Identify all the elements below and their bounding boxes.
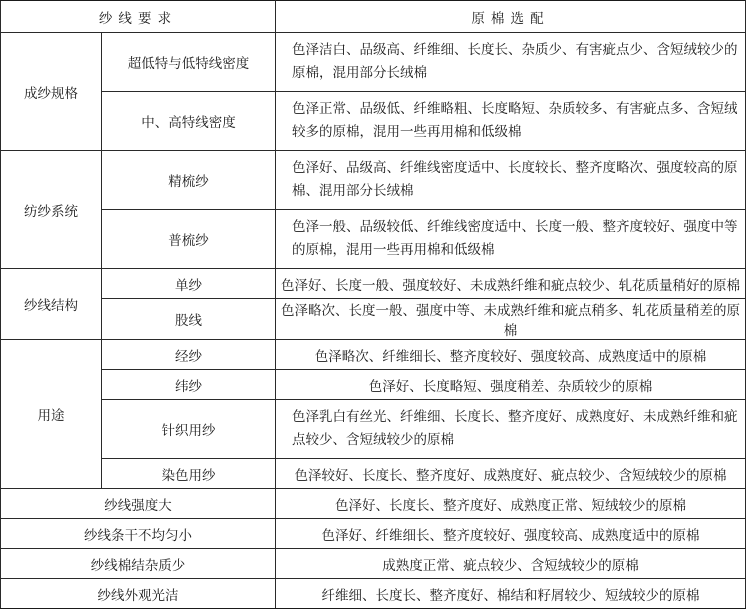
table-row (1, 459, 746, 489)
selection-text: 色泽正常、品级低、纤维略粗、长度略短、杂质较多、有害疵点多、含短绒较多的原棉，混用一些再用棉和低级棉 (276, 92, 746, 151)
selection-text: 色泽略次、纤维细长、整齐度较好、强度较高、成熟度适中的原棉 (276, 340, 746, 370)
header-requirement: 纱线要求 (1, 1, 276, 33)
selection-text: 色泽好、长度一般、强度较好、未成熟纤维和疵点较少、轧花质量稍好的原棉 (276, 269, 746, 299)
selection-text: 成熟度正常、疵点较少、含短绒较少的原棉 (276, 549, 746, 579)
table-row (1, 400, 746, 459)
table-row (1, 370, 746, 400)
sub-label: 中、高特线密度 (102, 92, 276, 151)
group-label-yarn-structure: 纱线结构 (1, 269, 102, 340)
table-header-row (1, 1, 746, 33)
group-label-spinning-system: 纺纱系统 (1, 151, 102, 269)
selection-text: 色泽较好、长度长、整齐度好、成熟度好、疵点较少、含短绒较少的原棉 (276, 459, 746, 489)
group-label-yarn-spec: 成纱规格 (1, 33, 102, 151)
selection-text: 色泽好、长度长、整齐度好、成熟度正常、短绒较少的原棉 (276, 489, 746, 519)
selection-text: 色泽洁白、品级高、纤维细、长度长、杂质少、有害疵点少、含短绒较少的原棉，混用部分长绒棉 (276, 33, 746, 92)
sub-label: 经纱 (102, 340, 276, 370)
group-label-usage: 用途 (1, 340, 102, 489)
table-row (1, 340, 746, 370)
sub-label: 股线 (102, 299, 276, 340)
requirement-label: 纱线条干不均匀小 (1, 519, 276, 549)
table-row (1, 519, 746, 549)
requirement-label: 纱线强度大 (1, 489, 276, 519)
selection-text: 色泽好、品级高、纤维线密度适中、长度较长、整齐度略次、强度较高的原棉、混用部分长绒棉 (276, 151, 746, 210)
table-row (1, 269, 746, 299)
sub-label: 单纱 (102, 269, 276, 299)
table-row (1, 299, 746, 340)
selection-text: 纤维细、长度长、整齐度好、棉结和籽屑较少、短绒较少的原棉 (276, 579, 746, 609)
sub-label: 针织用纱 (102, 400, 276, 459)
sub-label: 超低特与低特线密度 (102, 33, 276, 92)
sub-label: 精梳纱 (102, 151, 276, 210)
selection-text: 色泽乳白有丝光、纤维细、长度长、整齐度好、成熟度好、未成熟纤维和疵点较少、含短绒较少的原棉 (276, 400, 746, 459)
requirement-label: 纱线外观光洁 (1, 579, 276, 609)
requirement-label: 纱线棉结杂质少 (1, 549, 276, 579)
table-row (1, 210, 746, 269)
table-row (1, 92, 746, 151)
header-selection: 原棉选配 (276, 1, 746, 33)
table-row (1, 489, 746, 519)
table-row (1, 33, 746, 92)
sub-label: 普梳纱 (102, 210, 276, 269)
sub-label: 染色用纱 (102, 459, 276, 489)
selection-text: 色泽好、长度略短、强度稍差、杂质较少的原棉 (276, 370, 746, 400)
selection-text: 色泽一般、品级较低、纤维线密度适中、长度一般、整齐度较好、强度中等的原棉，混用一些再用棉和低级棉 (276, 210, 746, 269)
selection-text: 色泽好、纤维细长、整齐度较好、强度较高、成熟度适中的原棉 (276, 519, 746, 549)
selection-text: 色泽略次、长度一般、强度中等、未成熟纤维和疵点稍多、轧花质量稍差的原棉 (276, 299, 746, 340)
table-row (1, 151, 746, 210)
sub-label: 纬纱 (102, 370, 276, 400)
table-row (1, 549, 746, 579)
table-row (1, 579, 746, 609)
